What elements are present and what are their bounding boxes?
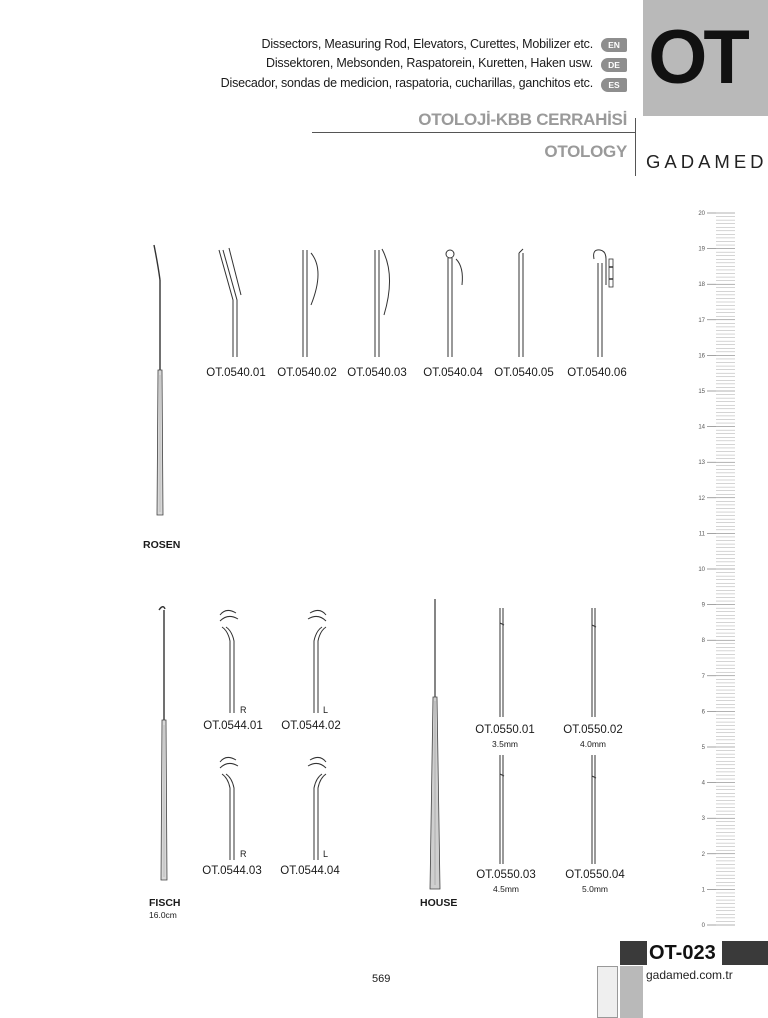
ot-0540-03-tip <box>366 245 396 360</box>
header-divider <box>312 132 635 133</box>
code-ot-0540-06: OT.0540.06 <box>567 367 627 379</box>
ruler-label: 17 <box>698 317 705 324</box>
section-title-tr: OTOLOJİ-KBB CERRAHİSİ <box>418 110 627 129</box>
ruler-label: 9 <box>701 602 705 609</box>
lang-tag-es: ES <box>601 78 627 92</box>
code-ot-0540-01: OT.0540.01 <box>206 367 266 379</box>
ruler-label: 13 <box>698 460 705 467</box>
code-ot-0540-03: OT.0540.03 <box>347 367 407 379</box>
ot-0544-03-tip <box>212 752 252 862</box>
code-ot-0540-05: OT.0540.05 <box>494 367 554 379</box>
ot-0540-04-tip <box>440 245 470 360</box>
ruler-label: 6 <box>701 709 705 716</box>
side-ot-0544-01: R <box>240 705 247 715</box>
ot-0544-04-tip <box>296 752 336 862</box>
house-name: HOUSE <box>420 897 458 909</box>
gadamed-logo: GADAMED <box>646 151 768 172</box>
ruler-label: 15 <box>698 389 705 395</box>
header-text-en: Dissectors, Measuring Rod, Elevators, Curettes, Mobilizer etc. <box>261 37 593 51</box>
ruler-label: 8 <box>701 638 705 645</box>
size-ot-0550-03: 4.5mm <box>493 884 519 894</box>
house-instrument-image <box>415 597 455 897</box>
side-ot-0544-02: L <box>323 705 329 715</box>
footer-box-gray <box>620 966 643 1018</box>
fisch-length: 16.0cm <box>149 910 177 920</box>
ruler-label: 16 <box>698 353 705 360</box>
code-ot-0550-01: OT.0550.01 <box>475 724 535 736</box>
footer-page-code: OT-023 <box>647 941 722 965</box>
rosen-instrument-image <box>140 240 180 530</box>
code-ot-0550-02: OT.0550.02 <box>563 724 623 736</box>
ruler-label: 10 <box>698 567 705 573</box>
side-ot-0544-04: L <box>323 849 329 859</box>
header-vertical-divider <box>635 118 636 176</box>
ruler-label: 3 <box>701 816 705 823</box>
header-text-de: Dissektoren, Mebsonden, Raspatorein, Kuretten, Haken usw. <box>266 56 593 70</box>
header-text-es: Disecador, sondas de medicion, raspatoria, cucharillas, ganchitos etc. <box>220 76 593 90</box>
fisch-name: FISCH <box>149 897 181 909</box>
ot-0540-02-tip <box>295 245 325 360</box>
rosen-name: ROSEN <box>143 539 181 551</box>
page-number: 569 <box>372 973 391 985</box>
ruler-label: 0 <box>701 923 705 929</box>
code-ot-0550-03: OT.0550.03 <box>476 869 536 881</box>
code-ot-0544-01: OT.0544.01 <box>203 720 263 732</box>
size-ot-0550-04: 5.0mm <box>582 884 608 894</box>
ruler-label: 5 <box>701 745 705 751</box>
section-title-en: OTOLOGY <box>544 142 627 161</box>
ruler-label: 7 <box>701 673 705 680</box>
ot-0540-06-tip <box>582 245 622 360</box>
size-ot-0550-01: 3.5mm <box>492 739 518 749</box>
code-ot-0540-04: OT.0540.04 <box>423 367 483 379</box>
ruler-label: 4 <box>701 780 705 787</box>
ot-0550-01-tip <box>490 605 514 720</box>
side-ot-0544-03: R <box>240 849 247 859</box>
ot-0540-05-tip <box>509 245 539 360</box>
code-ot-0540-02: OT.0540.02 <box>277 367 337 379</box>
footer-box-light <box>597 966 618 1018</box>
ot-0544-02-tip <box>296 605 336 715</box>
ruler-label: 18 <box>698 282 705 289</box>
ot-0550-03-tip <box>490 752 514 867</box>
fisch-instrument-image <box>145 600 185 890</box>
ot-0550-04-tip <box>582 752 606 867</box>
code-ot-0544-04: OT.0544.04 <box>280 865 340 877</box>
ruler-label: 11 <box>698 531 705 538</box>
ruler-label: 1 <box>701 887 705 894</box>
ruler-label: 2 <box>701 851 705 858</box>
ot-0540-01-tip <box>215 245 245 360</box>
footer-url: gadamed.com.tr <box>646 968 733 982</box>
ot-0544-01-tip <box>212 605 252 715</box>
category-code: OT <box>648 15 746 100</box>
measuring-ruler <box>690 205 768 935</box>
code-ot-0544-02: OT.0544.02 <box>281 720 341 732</box>
ruler-label: 12 <box>698 495 705 502</box>
ruler-label: 19 <box>698 246 705 253</box>
ruler-label: 20 <box>698 211 705 217</box>
ot-0550-02-tip <box>582 605 606 720</box>
ruler-label: 14 <box>698 424 705 431</box>
lang-tag-en: EN <box>601 38 627 52</box>
size-ot-0550-02: 4.0mm <box>580 739 606 749</box>
lang-tag-de: DE <box>601 58 627 72</box>
code-ot-0544-03: OT.0544.03 <box>202 865 262 877</box>
code-ot-0550-04: OT.0550.04 <box>565 869 625 881</box>
